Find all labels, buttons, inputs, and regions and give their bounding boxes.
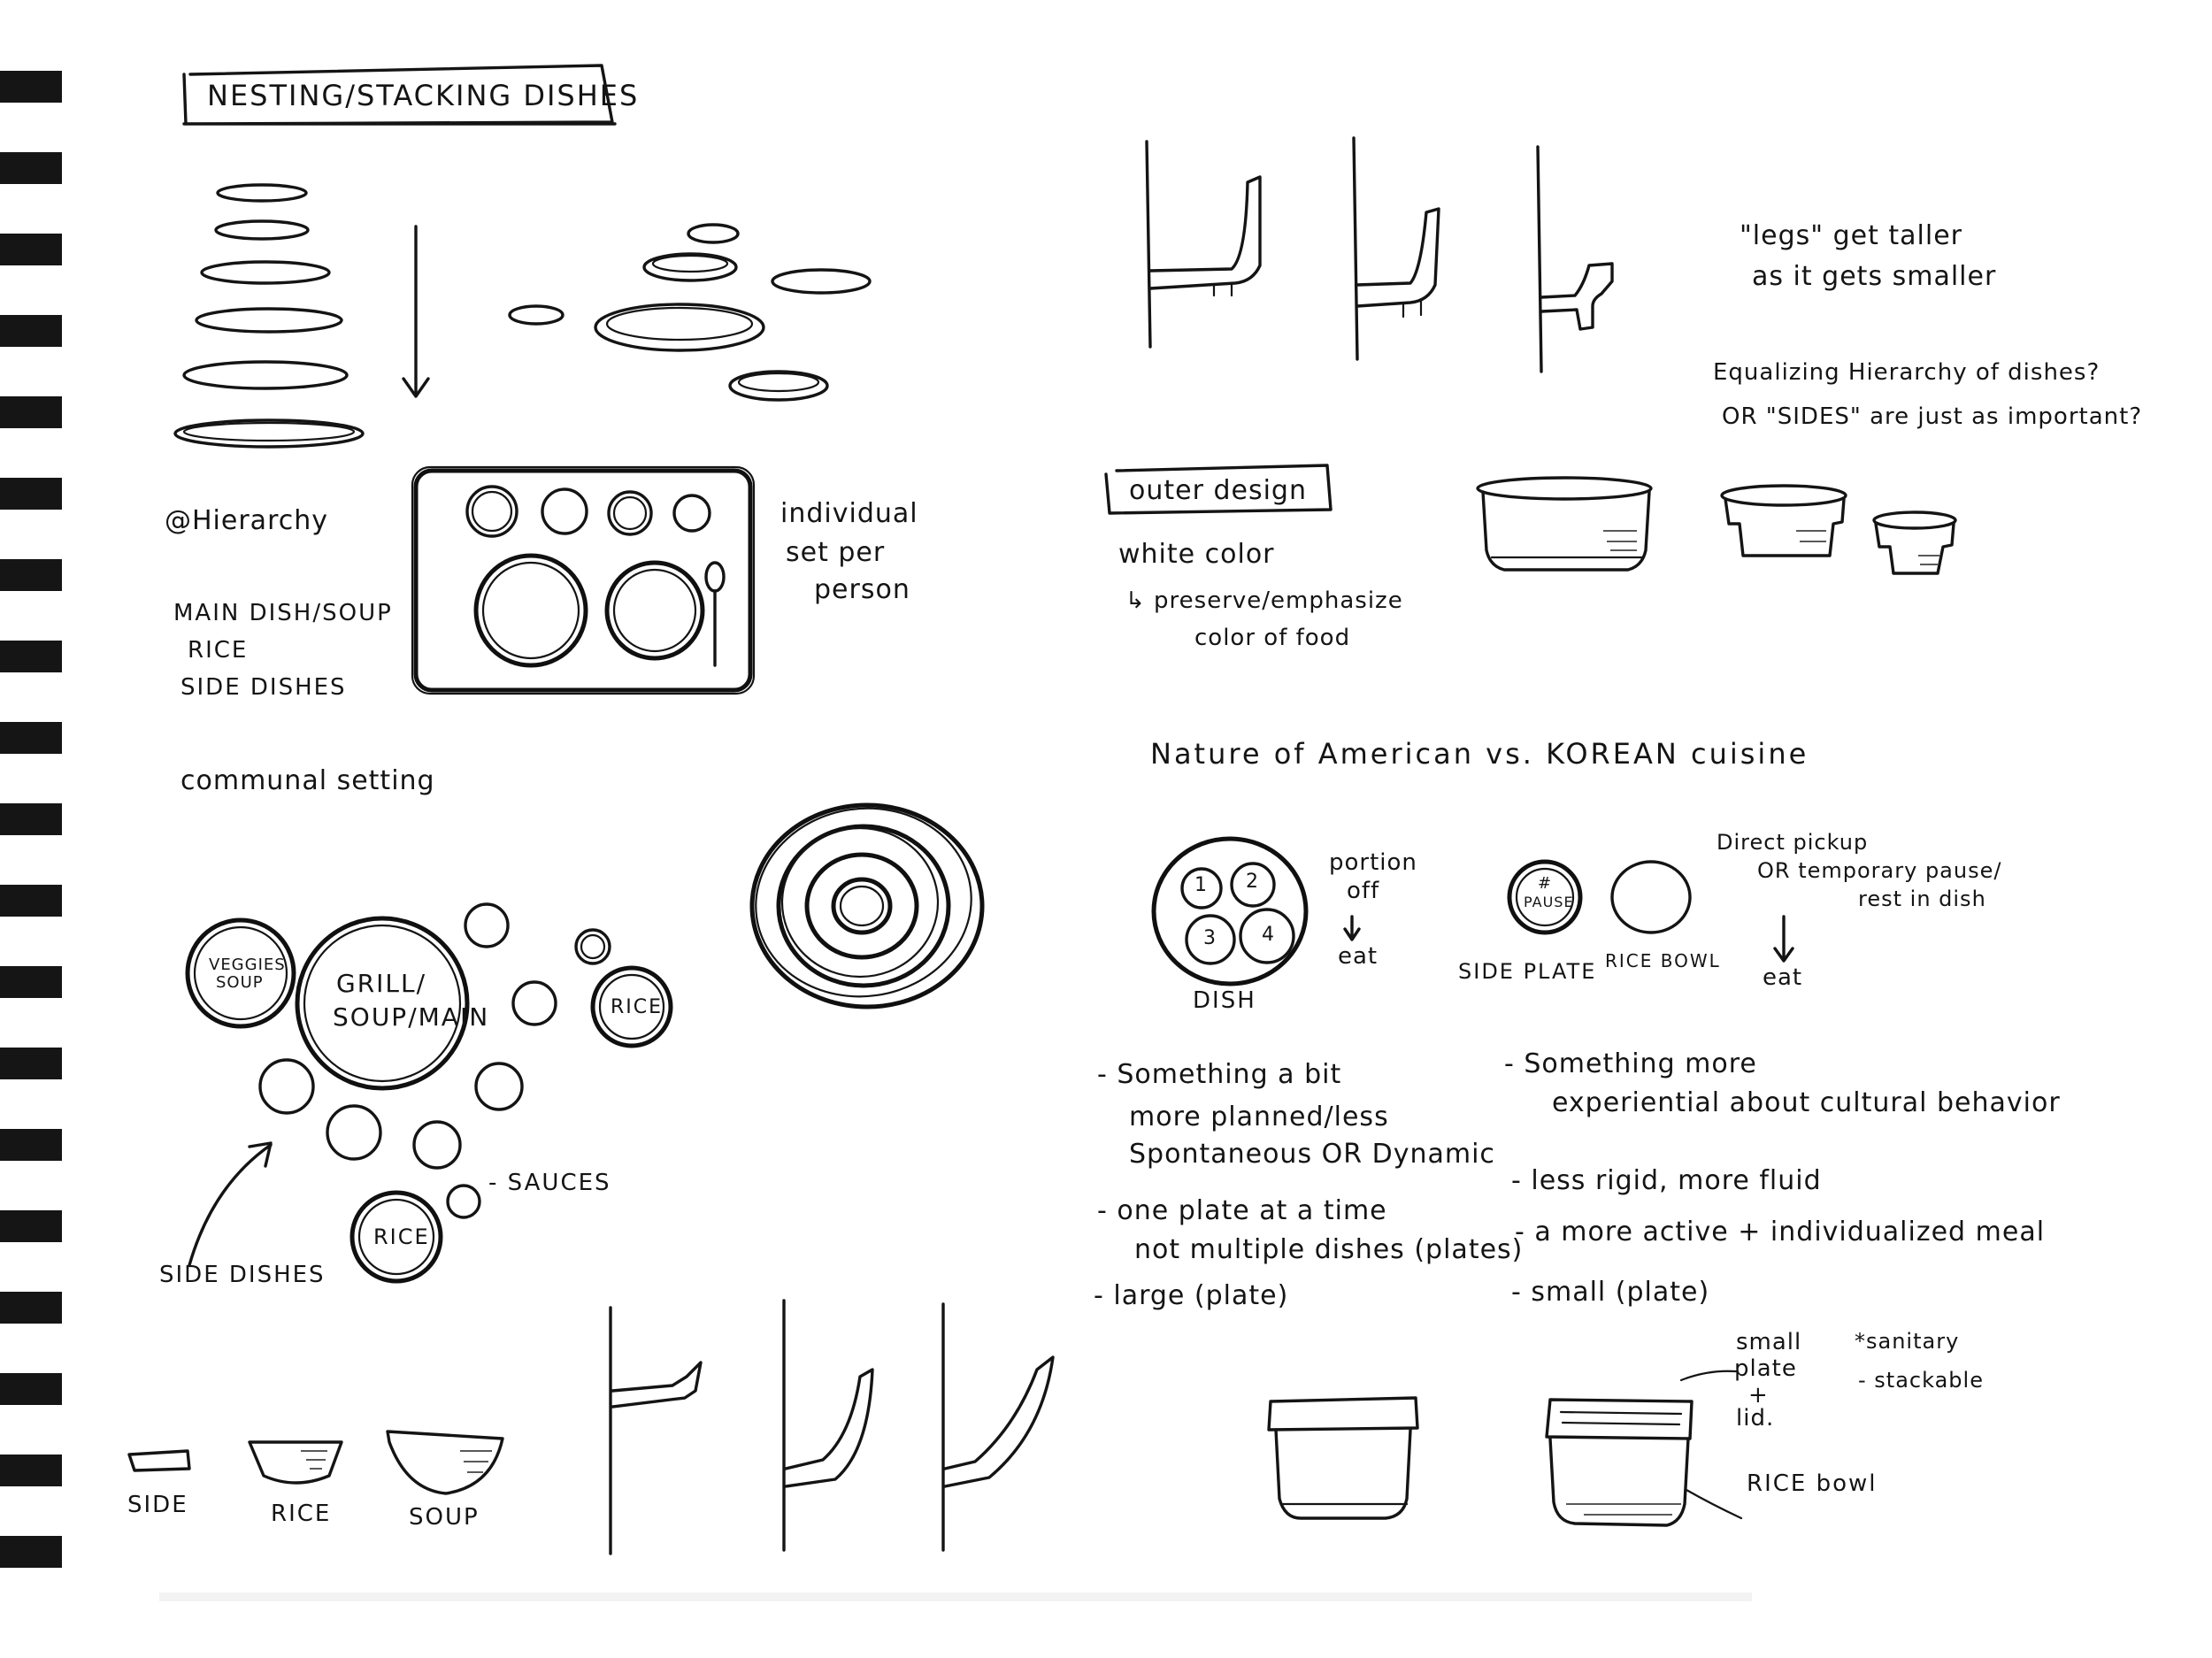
legs-note-line-1: "legs" get taller [1740,220,1963,251]
communal-setting-label: communal setting [180,765,435,796]
direct-pickup-line-2: OR temporary pause/ [1757,858,2002,883]
veggie-soup-label-2: SOUP [216,973,264,992]
korean-note-1-line-2: experiential about cultural behavior [1552,1087,2061,1118]
rice-label-b: RICE [373,1224,430,1249]
nature-heading: Nature of American vs. KOREAN cuisine [1150,737,1809,771]
bowl-profiles-sketch [129,1432,503,1493]
plate-cross-sections-top [1147,138,1612,372]
dish-number-3: 3 [1203,927,1217,949]
equalizing-line-2: OR "SIDES" are just as important? [1722,403,2143,430]
rice-label-a: RICE [611,996,664,1018]
american-note-1-line-1: - Something a bit [1097,1059,1342,1090]
bowl-label-rice: RICE [271,1501,332,1527]
sanitary-note: *sanitary [1855,1329,1960,1354]
american-note-2-line-2: not multiple dishes (plates) [1134,1234,1524,1265]
dish-label: DISH [1193,987,1256,1014]
grill-main-label-1: GRILL/ [336,969,427,998]
korean-note-2-line-1: - less rigid, more fluid [1511,1165,1822,1196]
sauces-label: - SAUCES [488,1170,611,1196]
dish-number-1: 1 [1194,874,1208,896]
side-plate-label: SIDE PLATE [1458,959,1597,984]
rice-bowl-label: RICE bowl [1747,1470,1878,1497]
equalizing-line-1: Equalizing Hierarchy of dishes? [1713,359,2101,386]
american-note-2-line-1: - one plate at a time [1097,1195,1387,1226]
korean-note-4-line-1: - small (plate) [1511,1277,1710,1308]
veggie-soup-label-1: VEGGIES [209,956,286,974]
small-plate-lid-1: small [1736,1329,1802,1355]
outer-design-bowls-sketch [1478,478,1955,573]
hierarchy-label: @Hierarchy [165,505,329,536]
portion-label-2: off [1347,878,1380,904]
dish-number-4: 4 [1262,924,1275,946]
eat-label: eat [1763,964,1803,991]
legs-note-line-2: as it gets smaller [1752,261,1997,292]
plate-cross-sections-bottom [611,1301,1053,1554]
rice-bowl-small-label: RICE BOWL [1605,950,1721,971]
white-color-label: white color [1118,539,1275,570]
hierarchy-item-rice: RICE [188,637,249,664]
page-title: NESTING/STACKING DISHES [207,79,640,112]
spiral-binding [0,71,62,1568]
pause-hash: # [1538,874,1553,893]
pause-label: PAUSE [1524,894,1574,910]
individual-set-line-2: set per [786,537,886,568]
bowl-label-soup: SOUP [409,1504,480,1531]
american-note-1-line-3: Spontaneous OR Dynamic [1129,1139,1495,1170]
small-plate-lid-4: lid. [1736,1405,1775,1432]
portion-label-1: portion [1329,849,1417,876]
side-dishes-label: SIDE DISHES [159,1262,326,1288]
stacked-plates-top-view [743,794,983,1010]
american-note-3-line-1: - large (plate) [1094,1280,1289,1311]
korean-note-3-line-1: - a more active + individualized meal [1515,1217,2046,1247]
preserve-line-2: color of food [1194,625,1351,651]
portion-label-3: eat [1338,943,1379,970]
scattered-dishes-sketch [510,225,870,400]
dish-number-2: 2 [1246,871,1259,893]
small-plate-lid-2: plate [1734,1355,1797,1382]
rice-bowl-lid-sketch [1269,1371,1741,1525]
korean-note-1-line-1: - Something more [1504,1048,1757,1079]
outer-design-label: outer design [1129,475,1307,506]
hierarchy-item-sides: SIDE DISHES [180,674,347,701]
direct-pickup-line-3: rest in dish [1858,887,1986,911]
direct-pickup-line-1: Direct pickup [1717,830,1869,855]
individual-set-line-3: person [814,574,910,605]
american-note-1-line-2: more planned/less [1129,1101,1389,1132]
bowl-label-side: SIDE [127,1492,188,1518]
individual-tray-sketch [412,467,754,694]
stacked-plates-sketch [175,185,428,447]
preserve-line-1: ↳ preserve/emphasize [1125,587,1403,614]
individual-set-line-1: individual [780,498,918,529]
hierarchy-item-main: MAIN DISH/SOUP [173,600,393,626]
stackable-note: - stackable [1858,1368,1984,1393]
small-plate-lid-3: + [1748,1382,1769,1409]
grill-main-label-2: SOUP/MAIN [333,1002,490,1032]
